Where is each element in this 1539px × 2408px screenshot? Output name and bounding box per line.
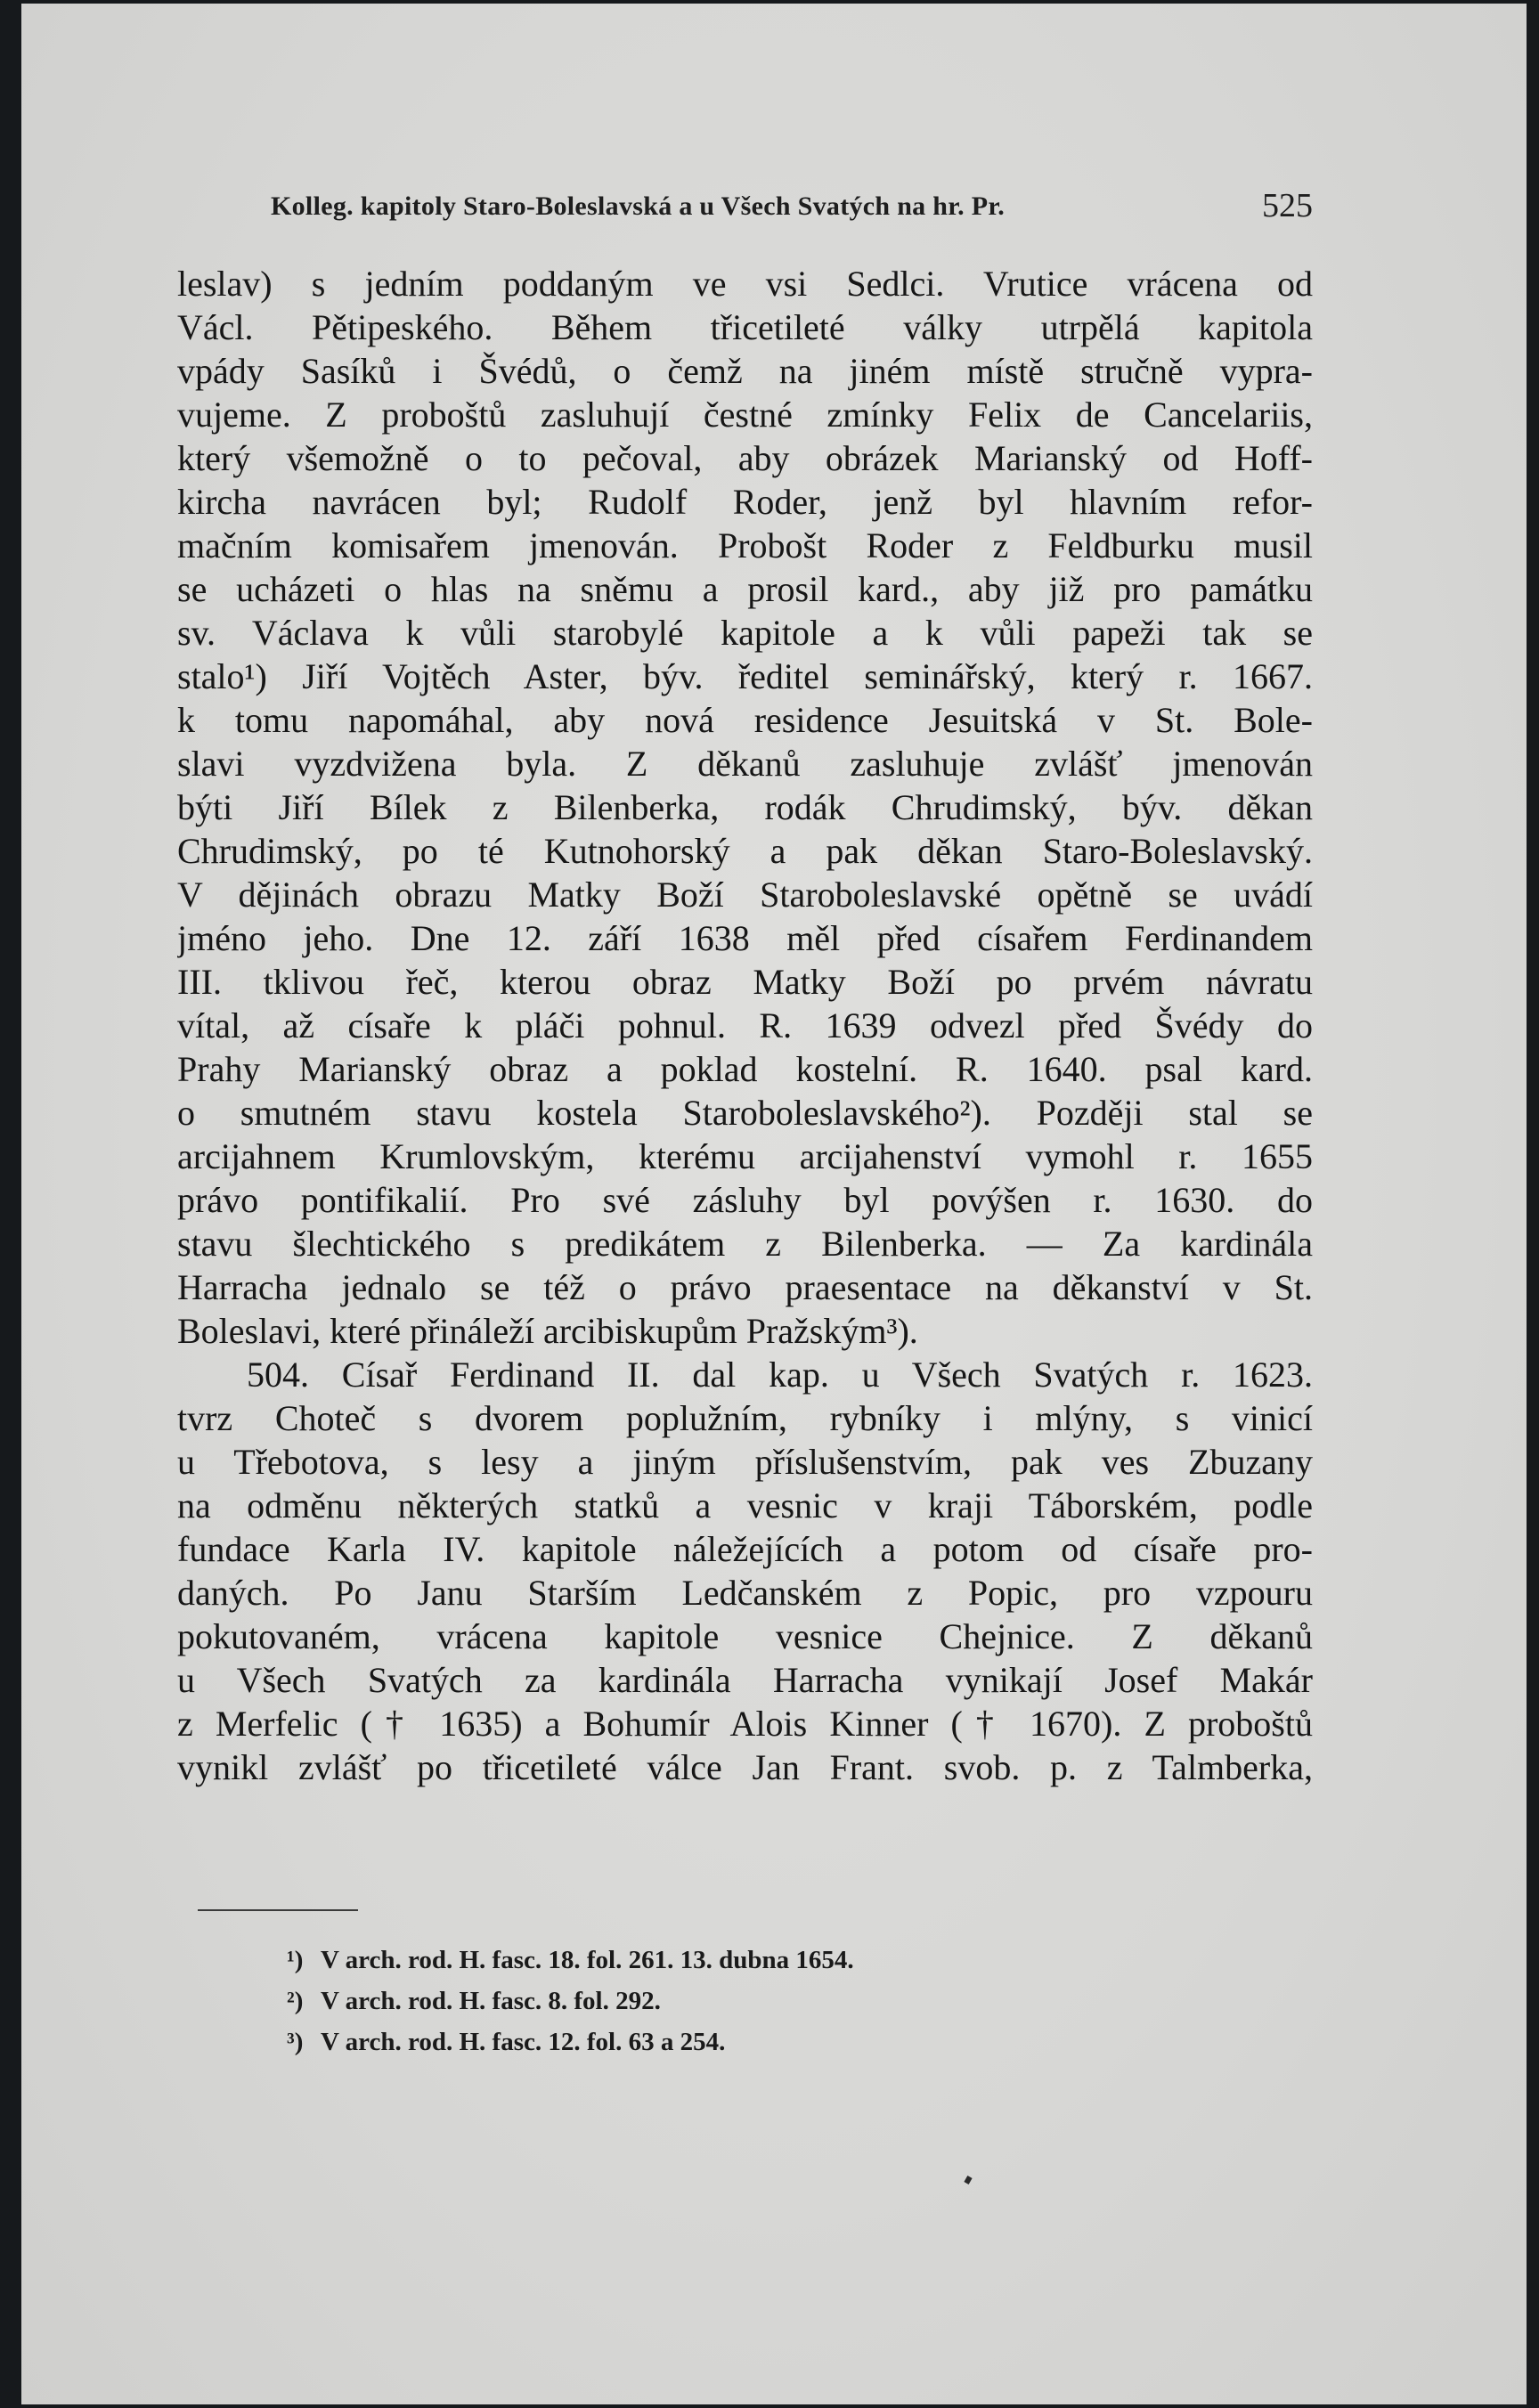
page-number: 525 bbox=[1262, 187, 1313, 224]
text-line: vynikl zvlášť po třicetileté válce Jan Frant. svob. p. z Talmberka, bbox=[177, 1747, 1313, 1787]
running-title: Kolleg. kapitoly Staro-Boleslavská a u Všech Svatých na hr. Pr. bbox=[271, 191, 1006, 221]
text-line: arcijahnem Krumlovským, kterému arcijahenství vymohl r. 1655 bbox=[177, 1136, 1313, 1176]
text-line: vpády Sasíků i Švédů, o čemž na jiném místě stručně vypra- bbox=[177, 351, 1313, 391]
text-line: u Všech Svatých za kardinála Harracha vynikají Josef Makár bbox=[177, 1660, 1313, 1700]
text-line: V dějinách obrazu Matky Boží Staroboleslavské opětně se uvádí bbox=[177, 875, 1313, 915]
footnotes bbox=[287, 1940, 854, 2062]
text-line: z Merfelic († 1635) a Bohumír Alois Kinner († 1670). Z proboštů bbox=[177, 1704, 1313, 1744]
text-line: býti Jiří Bílek z Bilenberka, rodák Chrudimský, býv. děkan bbox=[177, 787, 1313, 827]
text-line: stavu šlechtického s predikátem z Bilenberka. — Za kardinála bbox=[177, 1224, 1313, 1264]
text-line: k tomu napomáhal, aby nová residence Jesuitská v St. Bole- bbox=[177, 700, 1313, 740]
text-line: slavi vyzdvižena byla. Z děkanů zasluhuje zvlášť jmenován bbox=[177, 744, 1313, 784]
text-line: fundace Karla IV. kapitole náležejících a potom od císaře pro- bbox=[177, 1529, 1313, 1569]
page-header bbox=[271, 186, 1313, 222]
text-line: u Třebotova, s lesy a jiným příslušenstvím, pak ves Zbuzany bbox=[177, 1442, 1313, 1482]
text-line: o smutném stavu kostela Staroboleslavského²). Později stal se bbox=[177, 1093, 1313, 1133]
footnote-text: V arch. rod. H. fasc. 12. fol. 63 a 254. bbox=[321, 2028, 726, 2056]
paragraph-start-line: 504. Císař Ferdinand II. dal kap. u Všech Svatých r. 1623. bbox=[247, 1354, 1313, 1395]
text-line: tvrz Choteč s dvorem poplužním, rybníky i mlýny, s vinicí bbox=[177, 1398, 1313, 1438]
text-line: mačním komisařem jmenován. Probošt Roder z Feldburku musil bbox=[177, 525, 1313, 565]
text-line: vujeme. Z proboštů zasluhují čestné zmínky Felix de Cancelariis, bbox=[177, 395, 1313, 435]
print-speck bbox=[964, 2176, 972, 2184]
text-line: Harracha jednalo se též o právo praesentace na děkanství v St. bbox=[177, 1267, 1313, 1307]
text-line: právo pontifikalií. Pro své zásluhy byl povýšen r. 1630. do bbox=[177, 1180, 1313, 1220]
footnote-mark: ³) bbox=[287, 2028, 304, 2056]
text-line: daných. Po Janu Starším Ledčanském z Popic, pro vzpouru bbox=[177, 1573, 1313, 1613]
footnote-separator bbox=[198, 1909, 358, 1911]
text-line: se ucházeti o hlas na sněmu a prosil kard., aby již pro památku bbox=[177, 569, 1313, 609]
book-page bbox=[21, 4, 1527, 2404]
text-line: III. tklivou řeč, kterou obraz Matky Boží po prvém návratu bbox=[177, 962, 1313, 1002]
footnote bbox=[287, 2022, 854, 2062]
footnote-mark: ²) bbox=[287, 1987, 304, 2015]
text-line: Prahy Marianský obraz a poklad kostelní. R. 1640. psal kard. bbox=[177, 1049, 1313, 1089]
text-line: jméno jeho. Dne 12. září 1638 měl před císařem Ferdinandem bbox=[177, 918, 1313, 958]
main-text bbox=[177, 262, 1313, 1789]
text-line: Václ. Pětipeského. Během třicetileté války utrpělá kapitola bbox=[177, 307, 1313, 347]
text-line: stalo¹) Jiří Vojtěch Aster, býv. ředitel seminářský, který r. 1667. bbox=[177, 656, 1313, 696]
text-line: který všemožně o to pečoval, aby obrázek Marianský od Hoff- bbox=[177, 438, 1313, 478]
footnote-text: V arch. rod. H. fasc. 18. fol. 261. 13. dubna 1654. bbox=[321, 1946, 854, 1974]
text-line: na odměnu některých statků a vesnic v kraji Táborském, podle bbox=[177, 1485, 1313, 1525]
text-line: kircha navrácen byl; Rudolf Roder, jenž byl hlavním refor- bbox=[177, 482, 1313, 522]
footnote bbox=[287, 1940, 854, 1981]
text-line: pokutovaném, vrácena kapitole vesnice Chejnice. Z děkanů bbox=[177, 1616, 1313, 1656]
text-line: vítal, až císaře k pláči pohnul. R. 1639 odvezl před Švédy do bbox=[177, 1005, 1313, 1045]
footnote bbox=[287, 1981, 854, 2022]
text-line: Chrudimský, po té Kutnohorský a pak děkan Staro-Boleslavský. bbox=[177, 831, 1313, 871]
text-line: sv. Václava k vůli starobylé kapitole a k vůli papeži tak se bbox=[177, 613, 1313, 653]
footnote-text: V arch. rod. H. fasc. 8. fol. 292. bbox=[321, 1987, 661, 2015]
text-line: leslav) s jedním poddaným ve vsi Sedlci. Vrutice vrácena od bbox=[177, 264, 1313, 304]
footnote-mark: ¹) bbox=[287, 1946, 304, 1974]
text-line: Boleslavi, které přináleží arcibiskupům Pražským³). bbox=[177, 1311, 918, 1351]
